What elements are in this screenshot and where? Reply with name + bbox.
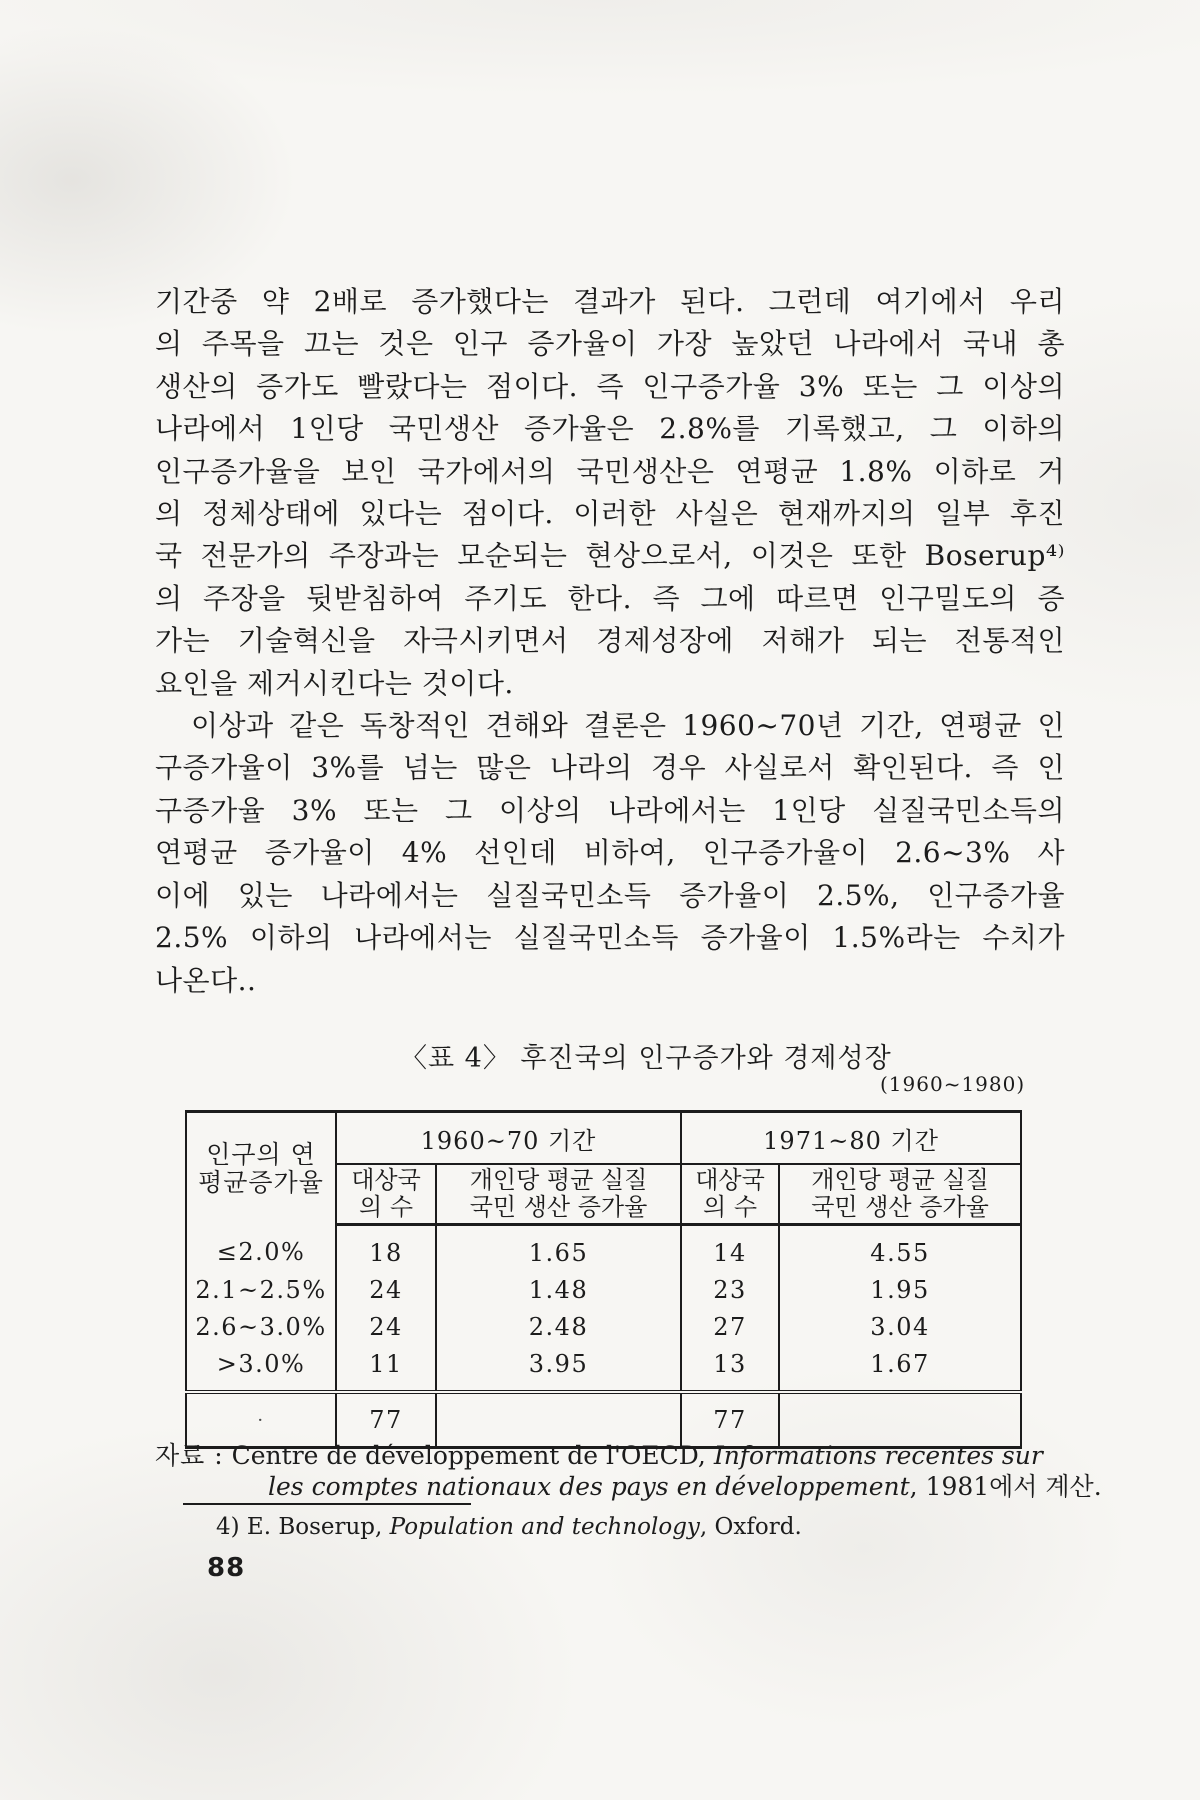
footnote-rule (183, 1503, 471, 1505)
body-line: 이상과 같은 독창적인 견해와 결론은 1960~70년 기간, 연평균 인 (191, 709, 1065, 743)
body-line: 국 전문가의 주장과는 모순되는 현상으로서, 이것은 또한 Boserup⁴⁾ (155, 539, 1065, 573)
body-line: 구증가율 3% 또는 그 이상의 나라에서는 1인당 실질국민소득의 (155, 793, 1065, 827)
row-header-cell (186, 1112, 336, 1225)
body-line: 기간중 약 2배로 증가했다는 결과가 된다. 그런데 여기에서 우리 (155, 285, 1065, 318)
body-line: 인구증가율을 보인 국가에서의 국민생산은 연평균 1.8% 이하로 거 (155, 454, 1065, 488)
body-line: 가는 기술혁신을 자극시키면서 경제성장에 저해가 되는 전통적인 (155, 624, 1065, 658)
subheader-growth-1971-80: 개인당 평균 실질 국민 생산 증가율 (779, 1164, 1021, 1225)
table-total-row: · 77 77 (186, 1392, 1021, 1448)
body-line: 연평균 증가율이 4% 선인데 비하여, 인구증가율이 2.6~3% 사 (155, 836, 1065, 870)
subheader-count-1971-80: 대상국 의 수 (681, 1164, 779, 1225)
table-period-note: (1960~1980) (880, 1072, 1026, 1096)
table-row: 2.6~3.0% 24 2.48 27 3.04 (186, 1308, 1021, 1345)
body-line: 구증가율이 3%를 넘는 많은 나라의 경우 사실로서 확인된다. 즉 인 (155, 751, 1065, 785)
body-line: 요인을 제거시킨다는 것이다. (155, 666, 514, 700)
col-group-1971-80: 1971~80 기간 (681, 1112, 1021, 1165)
subheader-count-1960-70: 대상국 의 수 (336, 1164, 436, 1225)
body-line: 의 정체상태에 있다는 점이다. 이러한 사실은 현재까지의 일부 후진 (155, 497, 1065, 531)
table-row: >3.0% 11 3.95 13 1.67 (186, 1345, 1021, 1392)
body-line: 나라에서 1인당 국민생산 증가율은 2.8%를 기록했고, 그 이하의 (155, 412, 1065, 446)
body-line: 나온다.. (155, 963, 257, 997)
col-group-1960-70: 1960~70 기간 (336, 1112, 681, 1165)
body-line: 생산의 증가도 빨랐다는 점이다. 즉 인구증가율 3% 또는 그 이상의 (155, 369, 1065, 403)
table-caption: 〈표 4〉 후진국의 인구증가와 경제성장 (400, 1043, 892, 1074)
body-line: 이에 있는 나라에서는 실질국민소득 증가율이 2.5%, 인구증가율 (155, 878, 1065, 912)
row-header-line1: 인구의 연 (206, 1139, 316, 1169)
table-row: ≤2.0% 18 1.65 14 4.55 (186, 1225, 1021, 1272)
subheader-growth-1960-70: 개인당 평균 실질 국민 생산 증가율 (436, 1164, 681, 1225)
body-line: 의 주목을 끄는 것은 인구 증가율이 가장 높았던 나라에서 국내 총 (155, 327, 1065, 361)
footnote: 4) E. Boserup, Population and technology, Oxford. (216, 1514, 802, 1540)
body-line: 의 주장을 뒷받침하여 주기도 한다. 즉 그에 따르면 인구밀도의 증 (155, 581, 1065, 615)
row-header-line2: 평균증가율 (198, 1167, 324, 1197)
body-text (155, 281, 1065, 1002)
source-note-line1: 자료 : Centre de développement de l'OECD, Informations recentes sur (155, 1441, 1043, 1470)
page-number: 88 (207, 1553, 246, 1583)
body-line: 2.5% 이하의 나라에서는 실질국민소득 증가율이 1.5%라는 수치가 (155, 921, 1065, 955)
data-table (185, 1110, 1022, 1449)
table-row: 2.1~2.5% 24 1.48 23 1.95 (186, 1271, 1021, 1308)
source-note-line2: les comptes nationaux des pays en développement, 1981에서 계산. (268, 1472, 1102, 1501)
